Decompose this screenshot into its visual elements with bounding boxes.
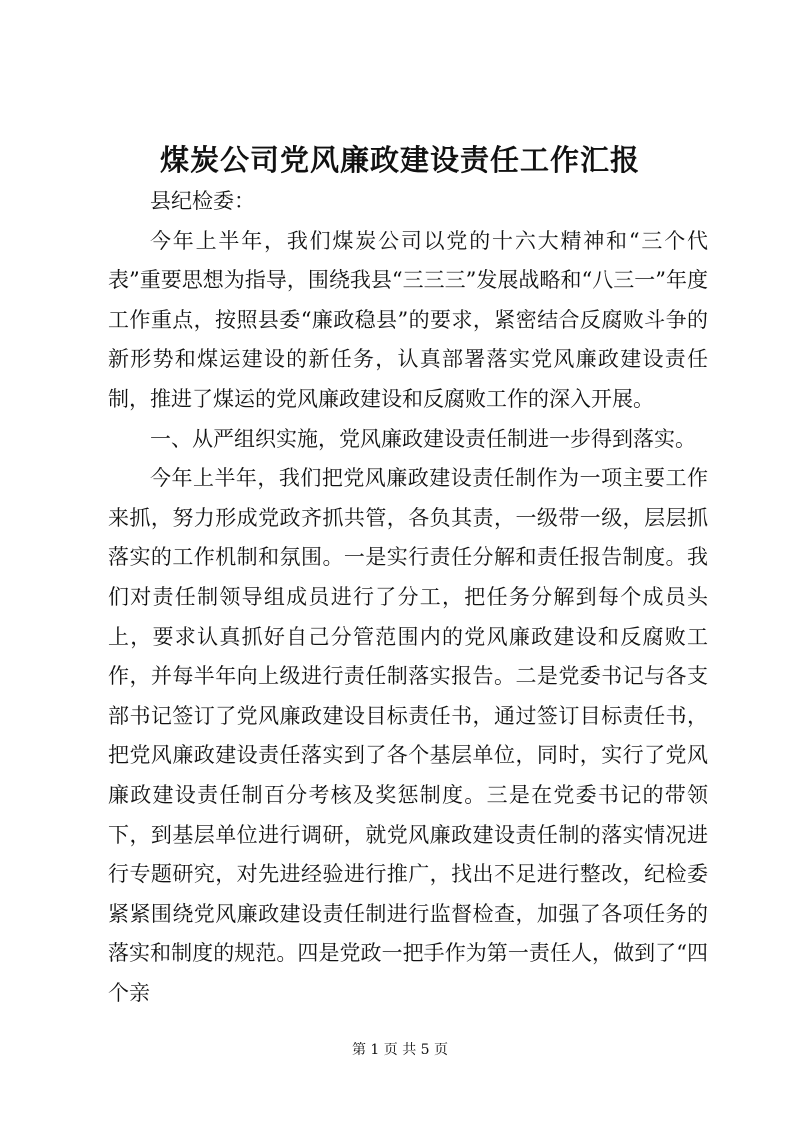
page-footer: 第 1 页 共 5 页 [351, 1042, 449, 1058]
paragraph-section-1: 今年上半年，我们把党风廉政建设责任制作为一项主要工作来抓，努力形成党政齐抓共管，各负其责，一级带一级，层层抓落实的工作机制和氛围。一是实行责任分解和责任报告制度。我们对责任制领导组成员进行了分工，把任务分解到每个成员头上，要求认真抓好自己分管范围内的党风廉政建设和反腐败工作，并每半年向上级进行责任制落实报告。二是党委书记与各支部书记签订了党风廉政建设目标责任书，通过签订目标责任书，把党风廉政建设责任落实到了各个基层单位，同时，实行了党风廉政建设责任制百分考核及奖惩制度。三是在党委书记的带领下，到基层单位进行调研，就党风廉政建设责任制的落实情况进行专题研究，对先进经验进行推广，找出不足进行整改，纪检委紧紧围绕党风廉政建设责任制进行监督检查，加强了各项任务的落实和制度的规范。四是党政一把手作为第一责任人，做到了“四个亲 [108, 466, 708, 1005]
document-title: 煤炭公司党风廉政建设责任工作汇报 [159, 143, 640, 177]
paragraph-intro: 今年上半年，我们煤炭公司以党的十六大精神和“三个代表”重要思想为指导，围绕我县“三三三”发展战略和“八三一”年度工作重点，按照县委“廉政稳县”的要求，紧密结合反腐败斗争的新形势和煤运建设的新任务，认真部署落实党风廉政建设责任制，推进了煤运的党风廉政建设和反腐败工作的深入开展。 [108, 228, 708, 411]
document-body [108, 182, 708, 1013]
section-heading: 一、从严组织实施，党风廉政建设责任制进一步得到落实。 [150, 426, 696, 451]
salutation: 县纪检委： [150, 189, 255, 213]
